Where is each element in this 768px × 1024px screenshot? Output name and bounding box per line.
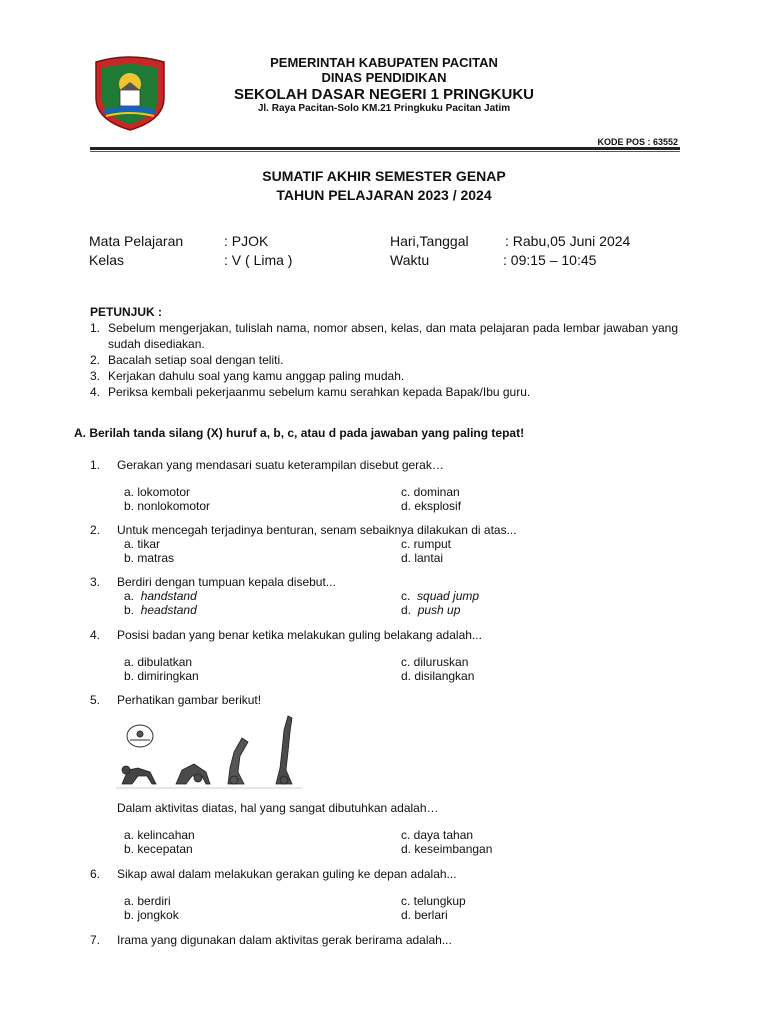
option-b: b. dimiringkan (124, 669, 199, 683)
option-b: b. jongkok (124, 908, 179, 922)
option-a: a. dibulatkan (124, 655, 193, 669)
instruction-item (90, 352, 678, 368)
section-a-heading: A. Berilah tanda silang (X) huruf a, b, c, atau d pada jawaban yang paling tepat! (74, 426, 525, 440)
instructions-list (90, 320, 678, 400)
option-a: a. tikar (124, 537, 161, 551)
option-b (124, 603, 197, 617)
question-number: 5. (90, 693, 101, 707)
option-d-prefix: d. (401, 603, 412, 617)
instruction-text: Kerjakan dahulu soal yang kamu anggap paling mudah. (108, 369, 405, 383)
option-a: a. berdiri (124, 894, 171, 908)
subject-label: Mata Pelajaran (89, 233, 184, 249)
header-divider-thin (90, 151, 680, 152)
option-c-prefix: c. (401, 589, 411, 603)
option-d (401, 603, 460, 617)
option-a: a. lokomotor (124, 485, 191, 499)
question-text: Untuk mencegah terjadinya benturan, senam sebaiknya dilakukan di atas... (117, 523, 517, 537)
question-text: Irama yang digunakan dalam aktivitas gerak berirama adalah... (117, 933, 452, 947)
headstand-sequence-illustration (116, 712, 302, 792)
question-text: Berdiri dengan tumpuan kepala disebut... (117, 575, 336, 589)
postal-code: KODE POS : 63552 (597, 137, 678, 147)
instruction-number: 4. (90, 385, 101, 399)
exam-title: SUMATIF AKHIR SEMESTER GENAP (262, 168, 506, 184)
header-address: Jl. Raya Pacitan-Solo KM.21 Pringkuku Pacitan Jatim (257, 103, 511, 114)
option-a-text: handstand (140, 589, 197, 603)
class-label: Kelas (89, 252, 125, 268)
question-subtext: Dalam aktivitas diatas, hal yang sangat dibutuhkan adalah… (117, 801, 439, 815)
instruction-number: 2. (90, 353, 101, 367)
option-d: d. berlari (401, 908, 448, 922)
time-label: Waktu (390, 252, 430, 268)
option-b: b. kecepatan (124, 842, 193, 856)
option-b-text: headstand (140, 603, 197, 617)
date-value: : Rabu,05 Juni 2024 (505, 233, 631, 249)
option-c (401, 589, 479, 603)
question-text: Sikap awal dalam melakukan gerakan guling ke depan adalah... (117, 867, 457, 881)
question-number: 7. (90, 933, 101, 947)
option-a-prefix: a. (124, 589, 135, 603)
option-b: b. matras (124, 551, 175, 565)
instruction-number: 3. (90, 369, 101, 383)
question-text: Gerakan yang mendasari suatu keterampilan disebut gerak… (117, 458, 444, 472)
option-b: b. nonlokomotor (124, 499, 211, 513)
subject-value: : PJOK (224, 233, 269, 249)
question-number: 1. (90, 458, 101, 472)
date-label: Hari,Tanggal (390, 233, 469, 249)
time-value: : 09:15 – 10:45 (503, 252, 597, 268)
instruction-text: Sebelum mengerjakan, tulislah nama, nomor absen, kelas, dan mata pelajaran pada lembar jawaban yang sudah disediakan. (108, 321, 678, 351)
option-c: c. telungkup (401, 894, 466, 908)
option-a: a. kelincahan (124, 828, 195, 842)
option-c: c. dominan (401, 485, 460, 499)
option-a (124, 589, 197, 603)
option-d: d. lantai (401, 551, 444, 565)
option-d-text: push up (417, 603, 461, 617)
instruction-item (90, 368, 678, 384)
instruction-item (90, 384, 678, 400)
header-department: DINAS PENDIDIKAN (321, 70, 447, 85)
exam-year: TAHUN PELAJARAN 2023 / 2024 (276, 187, 492, 203)
instruction-number: 1. (90, 321, 101, 335)
header-school-name: SEKOLAH DASAR NEGERI 1 PRINGKUKU (233, 86, 535, 103)
option-d: d. disilangkan (401, 669, 475, 683)
instruction-text: Bacalah setiap soal dengan teliti. (108, 353, 284, 367)
question-number: 6. (90, 867, 101, 881)
question-number: 2. (90, 523, 101, 537)
question-number: 4. (90, 628, 101, 642)
question-text: Perhatikan gambar berikut! (117, 693, 262, 707)
header-government: PEMERINTAH KABUPATEN PACITAN (270, 55, 498, 70)
option-c: c. daya tahan (401, 828, 474, 842)
option-d: d. keseimbangan (401, 842, 493, 856)
header-divider (90, 147, 680, 150)
option-b-prefix: b. (124, 603, 135, 617)
option-c: c. diluruskan (401, 655, 469, 669)
question-text: Posisi badan yang benar ketika melakukan guling belakang adalah... (117, 628, 482, 642)
option-d: d. eksplosif (401, 499, 462, 513)
instructions-heading: PETUNJUK : (90, 305, 163, 319)
class-value: : V ( Lima ) (224, 252, 293, 268)
question-number: 3. (90, 575, 101, 589)
instruction-item (90, 320, 678, 352)
option-c-text: squad jump (417, 589, 480, 603)
instruction-text: Periksa kembali pekerjaanmu sebelum kamu serahkan kepada Bapak/Ibu guru. (108, 385, 531, 399)
option-c: c. rumput (401, 537, 452, 551)
